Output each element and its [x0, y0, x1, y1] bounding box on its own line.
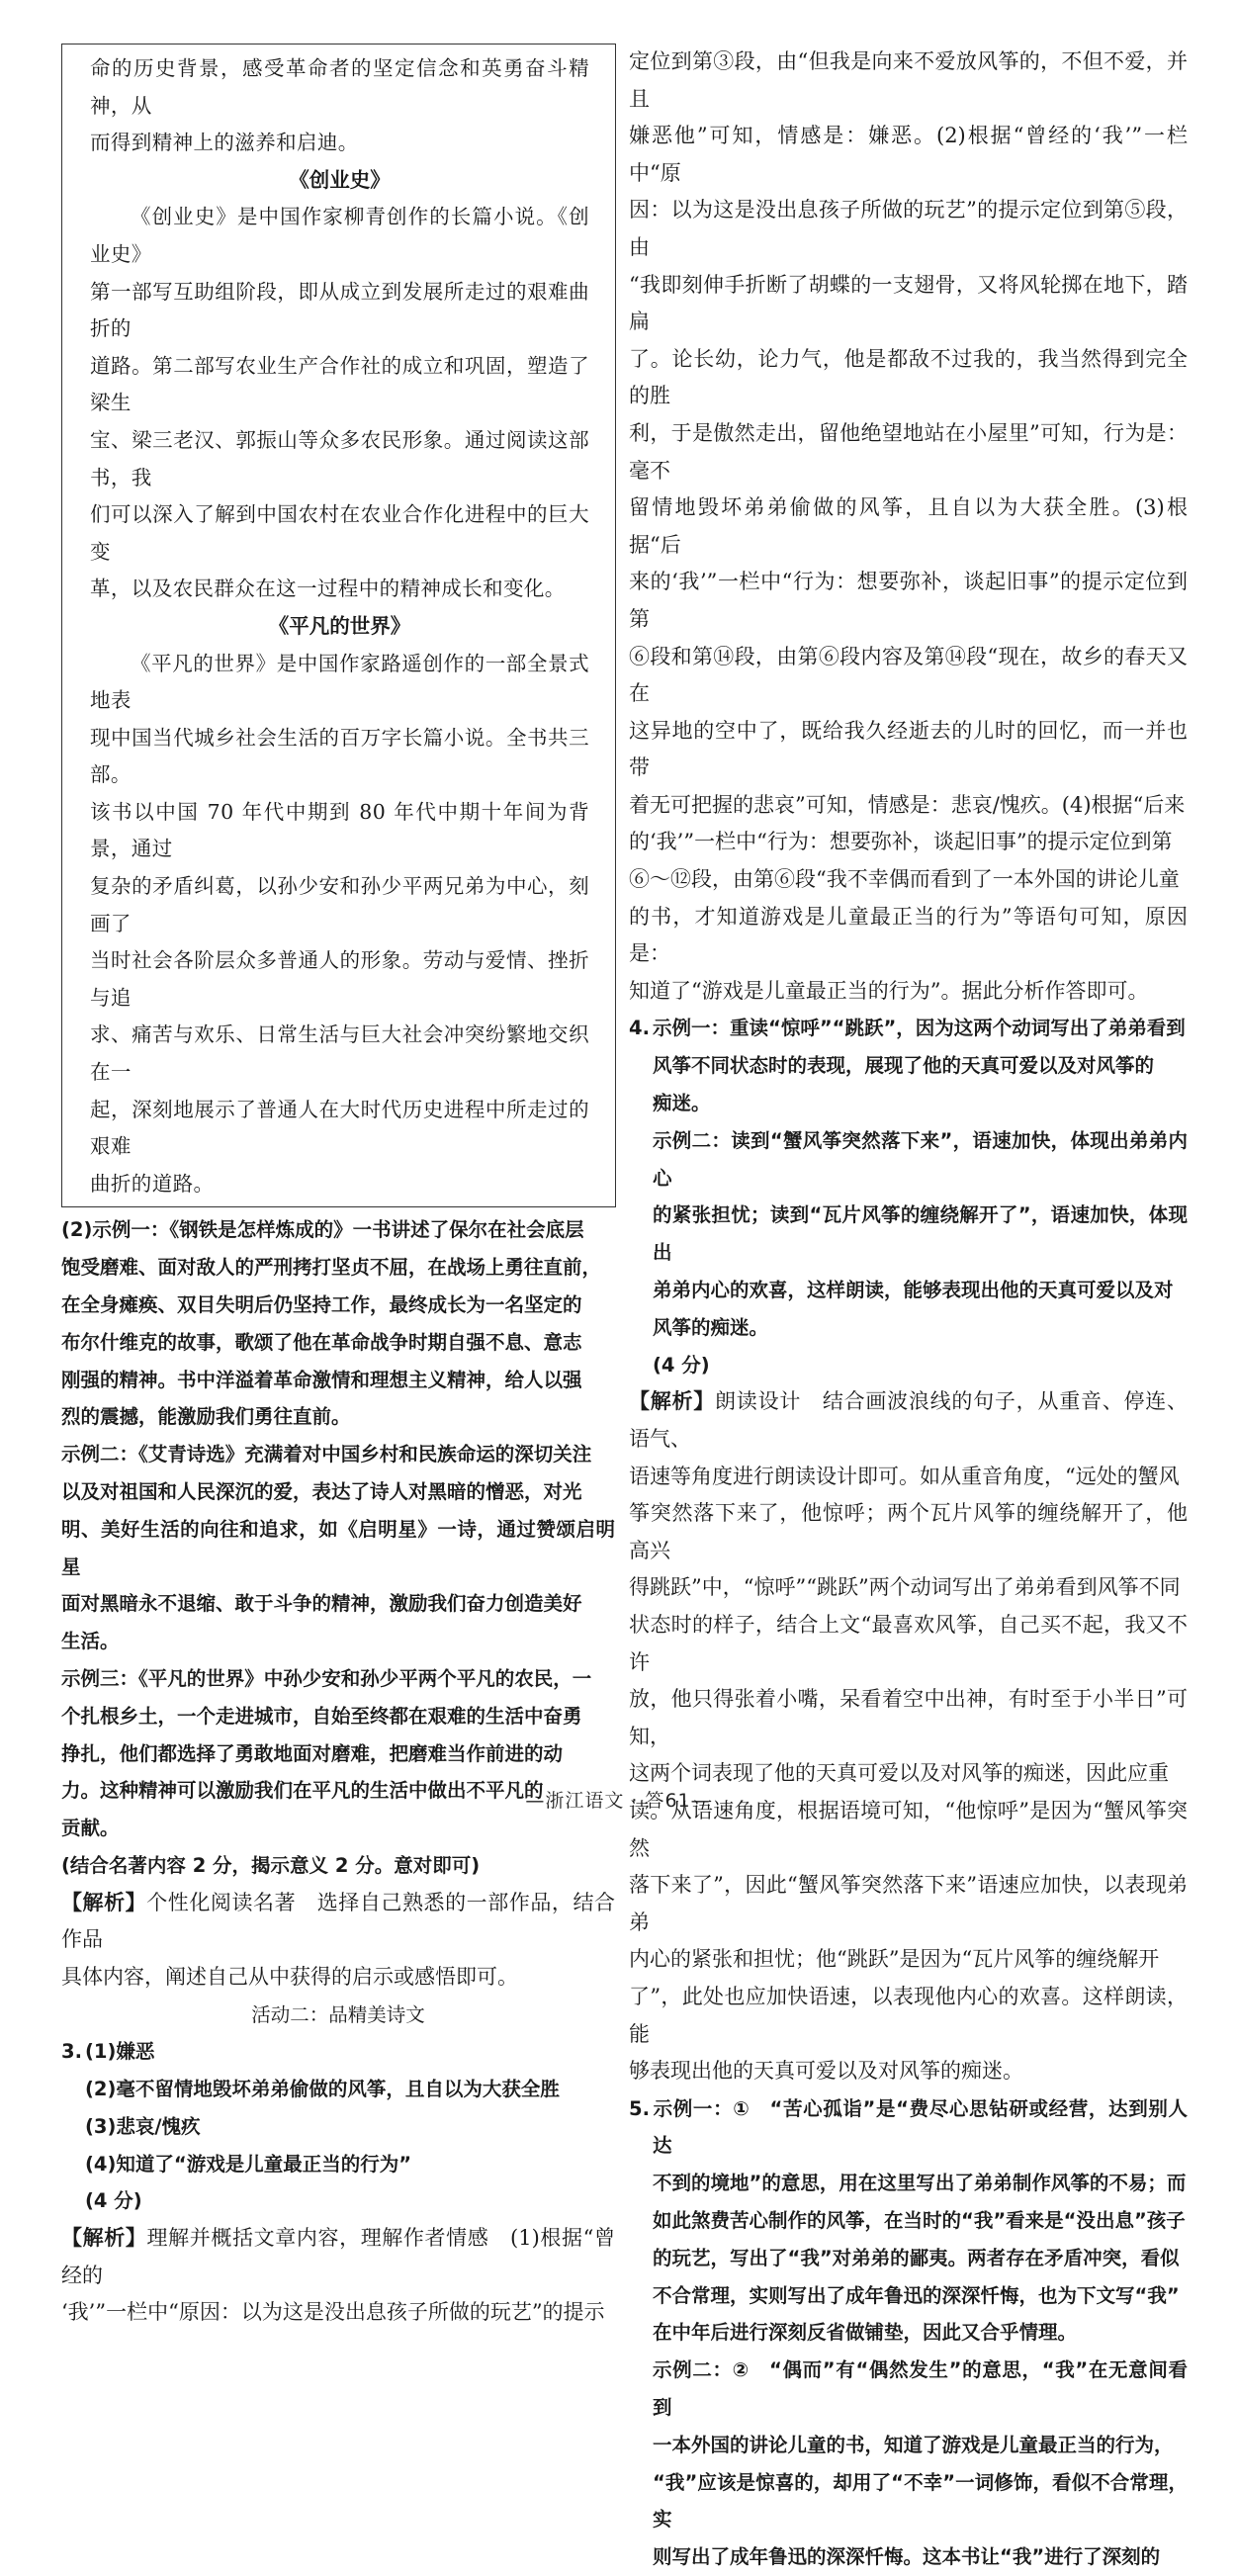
answer-q3	[61, 2033, 615, 2220]
text-line: 当时社会各阶层众多普通人的形象。劳动与爱情、挫折与追	[90, 948, 589, 1010]
text-line: 知道了“游戏是儿童最正当的行为”。据此分析作答即可。	[629, 978, 1149, 1003]
text-line: (4)知道了“游戏是儿童最正当的行为”	[85, 2152, 412, 2176]
text-line: 在中年后进行深刻反省做铺垫，因此又合乎情理。	[653, 2321, 1078, 2345]
text-line: 起，深刻地展示了普通人在大时代历史进程中所走过的艰难	[90, 1097, 589, 1159]
text-line: 这两个词表现了他的天真可爱以及对风筝的痴迷，因此应重	[629, 1761, 1169, 1786]
text-line: 筝突然落下来了，他惊呼；两个瓦片风筝的缠绕解开了，他高兴	[629, 1501, 1188, 1562]
text-line: 《平凡的世界》是中国作家路遥创作的一部全景式地表	[90, 651, 589, 713]
analysis-tag: 【解析】	[629, 1389, 716, 1414]
text-line: (2)示例一：《钢铁是怎样炼成的》一书讲述了保尔在社会底层	[61, 1218, 584, 1242]
text-line: 具体内容，阐述自己从中获得的启示或感悟即可。	[61, 1964, 518, 1989]
text-line: 第一部写互助组阶段，即从成立到发展所走过的艰难曲折的	[90, 279, 589, 341]
page-footer: —浙江语文 · 答61—	[525, 1790, 711, 1812]
text-line: 利，于是傲然走出，留他绝望地站在小屋里”可知，行为是：毫不	[629, 420, 1188, 483]
text-line: 面对黑暗永不退缩、敢于斗争的精神，激励我们奋力创造美好	[61, 1592, 582, 1616]
text-line: 5. 示例一：① “苦心孤诣”是“费尽心思钻研或经营，达到别人达	[653, 2090, 1188, 2166]
text-line: 得跳跃”中，“惊呼”“跳跃”两个动词写出了弟弟看到风筝不同	[629, 1575, 1181, 1600]
book-title-pingfan: 《平凡的世界》	[268, 613, 411, 638]
text-line: 弟弟内心的欢喜，这样朗读，能够表现出他的天真可爱以及对	[653, 1279, 1174, 1302]
text-line: 读。从语速角度，根据语境可知，“他惊呼”是因为“蟹风筝突然	[629, 1798, 1188, 1860]
text-line: 一本外国的讲论儿童的书，知道了游戏是儿童最正当的行为，	[653, 2433, 1174, 2456]
text-line: 因：以为这是没出息孩子所做的玩艺”的提示定位到第⑤段，由	[629, 198, 1188, 259]
text-line: 嫌恶他”可知，情感是：嫌恶。(2)根据“曾经的‘我’”一栏中“原	[629, 124, 1188, 185]
text-line: 们可以深入了解到中国农村在农业合作化进程中的巨大变	[90, 502, 589, 564]
activity-title: 活动二：品精美诗文	[251, 2002, 425, 2026]
text-line: 了”，此处也应加快语速，以表现他内心的欢喜。这样朗读，能	[629, 1984, 1188, 2046]
question-number: 5.	[629, 2096, 650, 2120]
text-line: 革，以及农民群众在这一过程中的精神成长和变化。	[90, 577, 566, 601]
text-line: 来的‘我’”一栏中“行为：想要弥补，谈起旧事”的提示定位到第	[629, 570, 1188, 631]
text-line: 内心的紧张和担忧；他“跳跃”是因为“瓦片风筝的缠绕解开	[629, 1947, 1160, 1972]
text-line: 《创业史》是中国作家柳青创作的长篇小说。《创业史》	[90, 205, 589, 266]
text-line: 现中国当代城乡社会生活的百万字长篇小说。全书共三部。	[90, 725, 589, 787]
text-line: 语速等角度进行朗读设计即可。如从重音角度，“远处的蟹风	[629, 1464, 1180, 1488]
text-line: 放，他只得张着小嘴，呆看着空中出神，有时至于小半日”可知，	[629, 1687, 1188, 1748]
text-line: 的紧张担忧；读到“瓦片风筝的缠绕解开了”，语速加快，体现出	[653, 1203, 1188, 1265]
text-line: 示例二：② “偶而”有“偶然发生”的意思，“我”在无意间看到	[653, 2358, 1188, 2420]
text-line: 生活。	[61, 1630, 120, 1653]
text-line: ⑥段和第⑭段，由第⑥段内容及第⑭段“现在，故乡的春天又在	[629, 644, 1188, 706]
answer-q2	[61, 1211, 615, 1884]
left-column: 命的历史背景，感受革命者的坚定信念和英勇奋斗精神，从 而得到精神上的滋养和启迪。 《创业史》 《创业史》是中国作家柳青创作的长篇小说。《创业史》 第一部写互助组阶段，即从成立到发展所走过的艰难曲折的 道路。第二部写农业生产合作社的成立和巩固，塑造了梁生 宝、梁三老汉、郭振山等众多农民形象。通过阅读这部书，我 们可以深入了解到中国农村在农业合作化进程中的巨大变 革，以及农民群众在这一过程中的精神成长和变化。 《平凡的世界》 《平凡的世界》是中国作家路遥创作的一部全景式地表 现中国当代城乡社会生活的百万字长篇小说。全书共三部。 该书以中国 70 年代中期到 80 年代中期十年间为背景，通过 复杂的矛盾纠葛，以孙少安和孙少平两兄弟为中心，刻画了 当时社会各阶层众多普通人的形象。劳动与爱情、挫折与追 求、痛苦与欢乐、日常生活与巨大社会冲突纷繁地交织在一 起，深刻地展示了普通人在大时代历史进程中所走过的艰难 曲折的道路。 (2)示例一：《钢铁是怎样炼成的》一书讲述了保尔在社会底层 饱受磨难、面对敌人的严刑拷打坚贞不屈，在战场上勇往直前， 在全身瘫痪、双目失明后仍坚持工作，最终成长为一名坚定的 布尔什维克的故事，歌颂了他在革命战争时期自强不息、意志 刚强的精神。书中洋溢着革命激情和理想主义精神，给人以强 烈的震撼，能激励我们勇往直前。 示例二：《艾青诗选》充满着对中国乡村和民族命运的深切关注 以及对祖国和人民深沉的爱，表达了诗人对黑暗的憎恶，对光 明、美好生活的向往和追求，如《启明星》一诗，通过赞颂启明星 面对黑暗永不退缩、敢于斗争的精神，激励我们奋力创造美好 生活。 示例三：《平凡的世界》中孙少安和孙少平两个平凡的农民，一 个扎根乡土，一个走进城市，自始至终都在艰难的生活中奋勇 挣扎，他们都选择了勇敢地面对磨难，把磨难当作前进的动 力。这种精神可以激励我们在平凡的生活中做出不平凡的 贡献。 (结合名著内容 2 分，揭示意义 2 分。意对即可) 【解析】个性化阅读名著 选择自己熟悉的一部作品，结合作品 具体内容，阐述自己从中获得的启示或感悟即可。 活动二：品精美诗文 3. (1)嫌恶 (2)毫不留情地毁坏弟弟偷做的风筝，且自以为大获全胜 (3)悲哀/愧疚 (4)知道了“游戏是儿童最正当的行为” (4 分) 【解析】理解并概括文章内容，理解作者情感 (1)根据“曾经的 ‘我’”一栏中“原因：以为这是没出息孩子所做的玩艺”的提示	[61, 44, 615, 2332]
text-line: 这异地的空中了，既给我久经逝去的儿时的回忆，而一并也带	[629, 718, 1188, 780]
text-line: 的‘我’”一栏中“行为：想要弥补，谈起旧事”的提示定位到第	[629, 830, 1173, 854]
analysis-tag: 【解析】	[61, 2226, 147, 2251]
text-line: 该书以中国 70 年代中期到 80 年代中期十年间为背景，通过	[90, 799, 589, 861]
text-line: 示例二：读到“蟹风筝突然落下来”，语速加快，体现出弟弟内心	[653, 1128, 1188, 1190]
text-line: 贡献。	[61, 1817, 120, 1840]
text-line: 力。这种精神可以激励我们在平凡的生活中做出不平凡的	[61, 1779, 544, 1803]
text-line: 宝、梁三老汉、郭振山等众多农民形象。通过阅读这部书，我	[90, 427, 589, 489]
book-intro-box	[61, 44, 616, 1207]
text-line: 风筝的痴迷。	[653, 1315, 769, 1339]
text-line: 布尔什维克的故事，歌颂了他在革命战争时期自强不息、意志	[61, 1330, 582, 1354]
answer-q4	[629, 1010, 1188, 1383]
text-line: 烈的震撼，能激励我们勇往直前。	[61, 1405, 351, 1429]
text-line: ‘我’”一栏中“原因：以为这是没出息孩子所做的玩艺”的提示	[61, 2300, 605, 2325]
text-line: 个扎根乡土，一个走进城市，自始至终都在艰难的生活中奋勇	[61, 1704, 582, 1728]
text-line: 不到的境地”的意思，用在这里写出了弟弟制作风筝的不易；而	[653, 2172, 1187, 2195]
text-line: (2)毫不留情地毁坏弟弟偷做的风筝，且自以为大获全胜	[85, 2077, 560, 2100]
text-line: (3)悲哀/愧疚	[85, 2114, 201, 2138]
right-column: 定位到第③段，由“但我是向来不爱放风筝的，不但不爱，并且 嫌恶他”可知，情感是：嫌恶。(2)根据“曾经的‘我’”一栏中“原 因：以为这是没出息孩子所做的玩艺”的提示定位到第⑤段，由 “我即刻伸手折断了胡蝶的一支翅骨，又将风轮掷在地下，踏扁 了。论长幼，论力气，他是都敌不过我的，我当然得到完全的胜 利，于是傲然走出，留他绝望地站在小屋里”可知，行为是：毫不 留情地毁坏弟弟偷做的风筝，且自以为大获全胜。(3)根据“后 来的‘我’”一栏中“行为：想要弥补，谈起旧事”的提示定位到第 ⑥段和第⑭段，由第⑥段内容及第⑭段“现在，故乡的春天又在 这异地的空中了，既给我久经逝去的儿时的回忆，而一并也带 着无可把握的悲哀”可知，情感是：悲哀/愧疚。(4)根据“后来 的‘我’”一栏中“行为：想要弥补，谈起旧事”的提示定位到第 ⑥～⑫段，由第⑥段“我不幸偶而看到了一本外国的讲论儿童 的书，才知道游戏是儿童最正当的行为”等语句可知，原因是： 知道了“游戏是儿童最正当的行为”。据此分析作答即可。 4. 示例一：重读“惊呼”“跳跃”，因为这两个动词写出了弟弟看到 风筝不同状态时的表现，展现了他的天真可爱以及对风筝的 痴迷。 示例二：读到“蟹风筝突然落下来”，语速加快，体现出弟弟内心 的紧张担忧；读到“瓦片风筝的缠绕解开了”，语速加快，体现出 弟弟内心的欢喜，这样朗读，能够表现出他的天真可爱以及对 风筝的痴迷。 (4 分) 【解析】朗读设计 结合画波浪线的句子，从重音、停连、语气、 语速等角度进行朗读设计即可。如从重音角度，“远处的蟹风 筝突然落下来了，他惊呼；两个瓦片风筝的缠绕解开了，他高兴 得跳跃”中，“惊呼”“跳跃”两个动词写出了弟弟看到风筝不同 状态时的样子，结合上文“最喜欢风筝，自己买不起，我又不许 放，他只得张着小嘴，呆看着空中出神，有时至于小半日”可知， 这两个词表现了他的天真可爱以及对风筝的痴迷，因此应重 读。从语速角度，根据语境可知，“他惊呼”是因为“蟹风筝突然 落下来了”，因此“蟹风筝突然落下来”语速应加快，以表现弟弟 内心的紧张和担忧；他“跳跃”是因为“瓦片风筝的缠绕解开 了”，此处也应加快语速，以表现他内心的欢喜。这样朗读，能 够表现出他的天真可爱以及对风筝的痴迷。 5. 示例一：① “苦心孤诣”是“费尽心思钻研或经营，达到别人达 不到的境地”的意思，用在这里写出了弟弟制作风筝的不易；而 如此煞费苦心制作的风筝，在当时的“我”看来是“没出息”孩子 的玩艺，写出了“我”对弟弟的鄙夷。两者存在矛盾冲突，看似 不合常理，实则写出了成年鲁迅的深深忏悔，也为下文写“我” 在中年后进行深刻反省做铺垫，因此又合乎情理。 示例二：② “偶而”有“偶然发生”的意思，“我”在无意间看到 一本外国的讲论儿童的书，知道了游戏是儿童最正当的行为， “我”应该是惊喜的，却用了“不幸”一词修饰，看似不合常理，实 则写出了成年鲁迅的深深忏悔。这本书让“我”进行了深刻的	[629, 44, 1188, 2576]
question-number: 4.	[629, 1017, 650, 1040]
text-line: 状态时的样子，结合上文“最喜欢风筝，自己买不起，我又不许	[629, 1612, 1188, 1674]
text-line: 定位到第③段，由“但我是向来不爱放风筝的，不但不爱，并且	[629, 49, 1188, 111]
text-line: “我”应该是惊喜的，却用了“不幸”一词修饰，看似不合常理，实	[653, 2470, 1188, 2532]
text-line: 在全身瘫痪、双目失明后仍坚持工作，最终成长为一名坚定的	[61, 1293, 582, 1316]
text-line: 以及对祖国和人民深沉的爱，表达了诗人对黑暗的憎恶，对光	[61, 1479, 582, 1503]
text-line: (4 分)	[85, 2189, 142, 2213]
answer-q5	[629, 2090, 1188, 2576]
text-line: (结合名著内容 2 分，揭示意义 2 分。意对即可)	[61, 1853, 481, 1877]
text-line: 够表现出他的天真可爱以及对风筝的痴迷。	[629, 2059, 1023, 2084]
analysis-continued	[629, 44, 1188, 1010]
text-line: (4 分)	[653, 1353, 710, 1377]
text-line: 了。论长幼，论力气，他是都敌不过我的，我当然得到完全的胜	[629, 346, 1188, 408]
text-line: 求、痛苦与欢乐、日常生活与巨大社会冲突纷繁地交织在一	[90, 1022, 589, 1085]
text-line: 明、美好生活的向往和追求，如《启明星》一诗，通过赞颂启明星	[61, 1517, 615, 1578]
text-line: 复杂的矛盾纠葛，以孙少安和孙少平两兄弟为中心，刻画了	[90, 874, 589, 935]
text-line: 4. 示例一：重读“惊呼”“跳跃”，因为这两个动词写出了弟弟看到	[653, 1010, 1188, 1047]
text-line: 痴迷。	[653, 1092, 711, 1115]
text-line: 如此煞费苦心制作的风筝，在当时的“我”看来是“没出息”孩子	[653, 2209, 1186, 2233]
text-line: 饱受磨难、面对敌人的严刑拷打坚贞不屈，在战场上勇往直前，	[61, 1256, 602, 1280]
text-line: 而得到精神上的滋养和启迪。	[90, 131, 359, 155]
text-line: 挣扎，他们都选择了勇敢地面对磨难，把磨难当作前进的动	[61, 1741, 564, 1765]
text-line: 的玩艺，写出了“我”对弟弟的鄙夷。两者存在矛盾冲突，看似	[653, 2246, 1180, 2269]
text-line: 留情地毁坏弟弟偷做的风筝，且自以为大获全胜。(3)根据“后	[629, 495, 1188, 557]
text-line: 3. (1)嫌恶	[85, 2033, 615, 2071]
book-title-chuangyeshi: 《创业史》	[289, 167, 391, 192]
text-line: 曲折的道路。	[90, 1171, 215, 1196]
text-line: 不合常理，实则写出了成年鲁迅的深深忏悔，也为下文写“我”	[653, 2283, 1180, 2307]
text-line: 刚强的精神。书中洋溢着革命激情和理想主义精神，给人以强	[61, 1368, 582, 1391]
text-line: ⑥～⑫段，由第⑥段“我不幸偶而看到了一本外国的讲论儿童	[629, 867, 1180, 892]
text-line: 落下来了”，因此“蟹风筝突然落下来”语速应加快，以表现弟弟	[629, 1873, 1188, 1934]
text-line: 道路。第二部写农业生产合作社的成立和巩固，塑造了梁生	[90, 353, 589, 415]
text-line: 的书，才知道游戏是儿童最正当的行为”等语句可知，原因是：	[629, 904, 1188, 966]
text-line: 则写出了成年鲁迅的深深忏悔。这本书让“我”进行了深刻的	[653, 2545, 1161, 2569]
text-line: 示例三：《平凡的世界》中孙少安和孙少平两个平凡的农民，一	[61, 1666, 592, 1690]
text-line: 命的历史背景，感受革命者的坚定信念和英勇奋斗精神，从	[90, 56, 589, 118]
question-number: 3.	[61, 2040, 82, 2064]
text-line: 风筝不同状态时的表现，展现了他的天真可爱以及对风筝的	[653, 1054, 1155, 1078]
text-line: 示例二：《艾青诗选》充满着对中国乡村和民族命运的深切关注	[61, 1443, 592, 1466]
text-line: 着无可把握的悲哀”可知，情感是：悲哀/愧疚。(4)根据“后来	[629, 792, 1186, 817]
analysis-tag: 【解析】	[61, 1890, 147, 1914]
text-line: “我即刻伸手折断了胡蝶的一支翅骨，又将风轮掷在地下，踏扁	[629, 272, 1188, 334]
